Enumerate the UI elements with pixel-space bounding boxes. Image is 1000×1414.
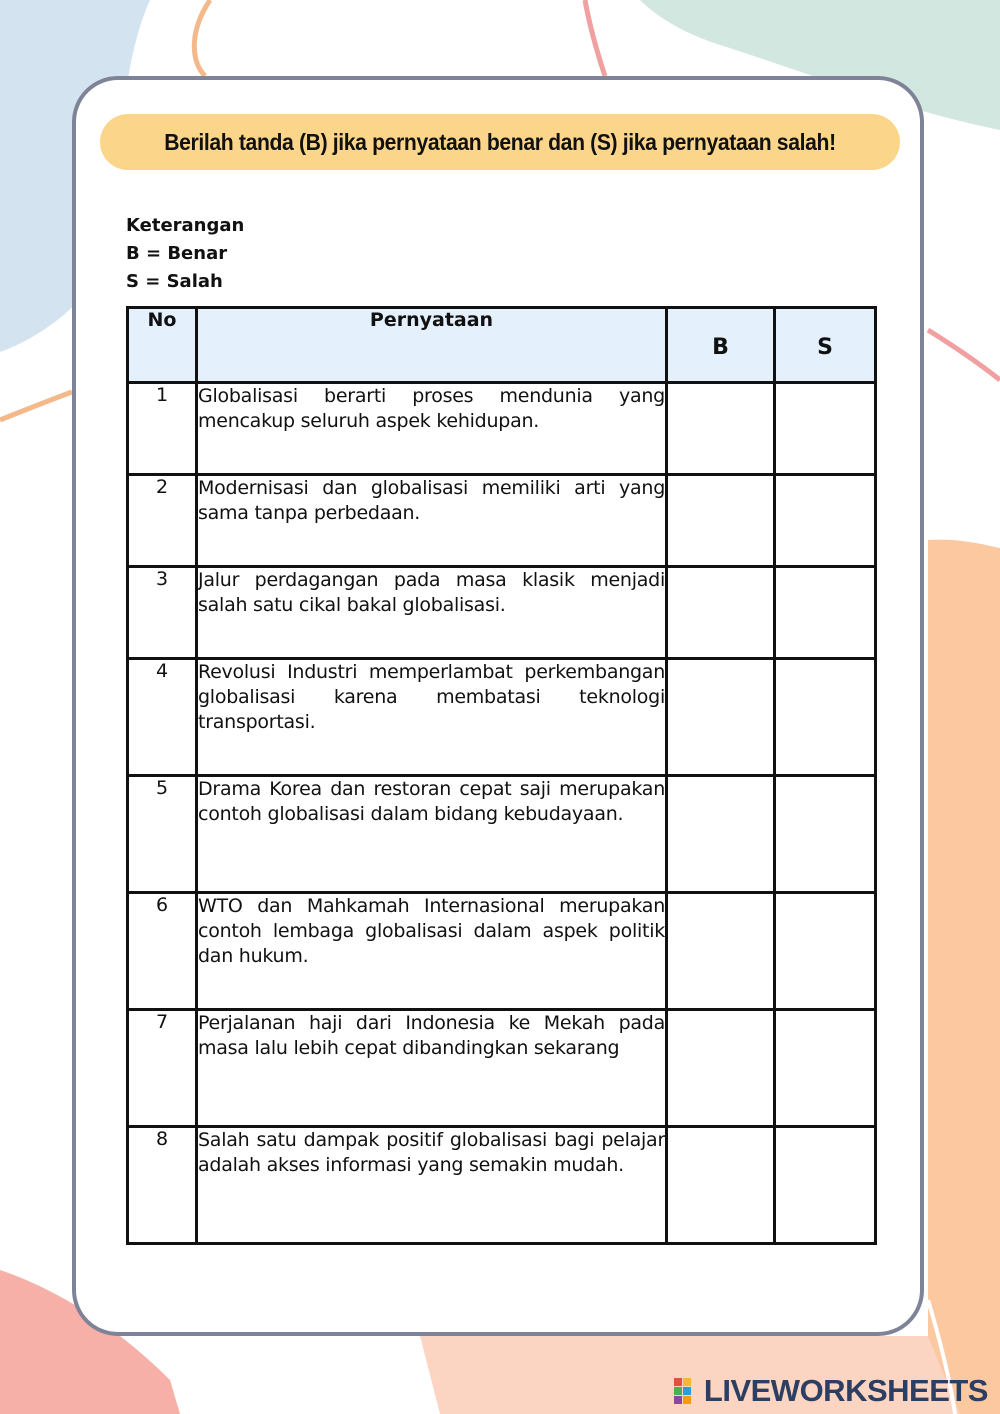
row-statement: Salah satu dampak positif globalisasi bagi pelajar adalah akses informasi yang semakin mudah. <box>197 1127 667 1244</box>
row-statement: Drama Korea dan restoran cepat saji merupakan contoh globalisasi dalam bidang kebudayaan. <box>197 776 667 893</box>
table-row <box>128 776 876 893</box>
row-number: 3 <box>128 567 197 659</box>
table-row <box>128 383 876 475</box>
answer-s-cell[interactable] <box>775 1127 876 1244</box>
row-number: 5 <box>128 776 197 893</box>
legend-title: Keterangan <box>126 215 245 236</box>
liveworksheets-logo-icon <box>674 1378 700 1404</box>
legend-benar: B = Benar <box>126 243 228 264</box>
row-statement: WTO dan Mahkamah Internasional merupakan contoh lembaga globalisasi dalam aspek politik dan hukum. <box>197 893 667 1010</box>
instruction-text: Berilah tanda (B) jika pernyataan benar dan (S) jika pernyataan salah! <box>164 128 836 155</box>
row-statement: Revolusi Industri memperlambat perkembangan globalisasi karena membatasi teknologi transportasi. <box>197 659 667 776</box>
answer-b-cell[interactable] <box>667 1127 775 1244</box>
row-statement: Jalur perdagangan pada masa klasik menjadi salah satu cikal bakal globalisasi. <box>197 567 667 659</box>
table-header-row <box>128 308 876 383</box>
header-b: B <box>667 308 775 383</box>
answer-s-cell[interactable] <box>775 893 876 1010</box>
row-statement: Perjalanan haji dari Indonesia ke Mekah pada masa lalu lebih cepat dibandingkan sekarang <box>197 1010 667 1127</box>
answer-s-cell[interactable] <box>775 1010 876 1127</box>
legend <box>126 212 244 296</box>
instruction-banner <box>100 114 900 170</box>
table-row <box>128 1127 876 1244</box>
answer-s-cell[interactable] <box>775 383 876 475</box>
answer-b-cell[interactable] <box>667 475 775 567</box>
answer-b-cell[interactable] <box>667 659 775 776</box>
row-number: 7 <box>128 1010 197 1127</box>
row-number: 6 <box>128 893 197 1010</box>
row-statement: Modernisasi dan globalisasi memiliki arti yang sama tanpa perbedaan. <box>197 475 667 567</box>
legend-salah: S = Salah <box>126 271 223 292</box>
header-statement: Pernyataan <box>197 308 667 383</box>
watermark <box>674 1373 988 1409</box>
watermark-text: LIVEWORKSHEETS <box>703 1373 988 1408</box>
answer-b-cell[interactable] <box>667 567 775 659</box>
row-number: 4 <box>128 659 197 776</box>
answer-b-cell[interactable] <box>667 383 775 475</box>
statement-table <box>126 306 877 1245</box>
answer-s-cell[interactable] <box>775 659 876 776</box>
row-number: 8 <box>128 1127 197 1244</box>
row-number: 1 <box>128 383 197 475</box>
header-no: No <box>128 308 197 383</box>
answer-b-cell[interactable] <box>667 1010 775 1127</box>
answer-b-cell[interactable] <box>667 776 775 893</box>
table-row <box>128 1010 876 1127</box>
table-row <box>128 659 876 776</box>
row-number: 2 <box>128 475 197 567</box>
table-row <box>128 567 876 659</box>
row-statement: Globalisasi berarti proses mendunia yang mencakup seluruh aspek kehidupan. <box>197 383 667 475</box>
answer-b-cell[interactable] <box>667 893 775 1010</box>
table-row <box>128 893 876 1010</box>
header-s: S <box>775 308 876 383</box>
table-row <box>128 475 876 567</box>
answer-s-cell[interactable] <box>775 475 876 567</box>
answer-s-cell[interactable] <box>775 776 876 893</box>
answer-s-cell[interactable] <box>775 567 876 659</box>
